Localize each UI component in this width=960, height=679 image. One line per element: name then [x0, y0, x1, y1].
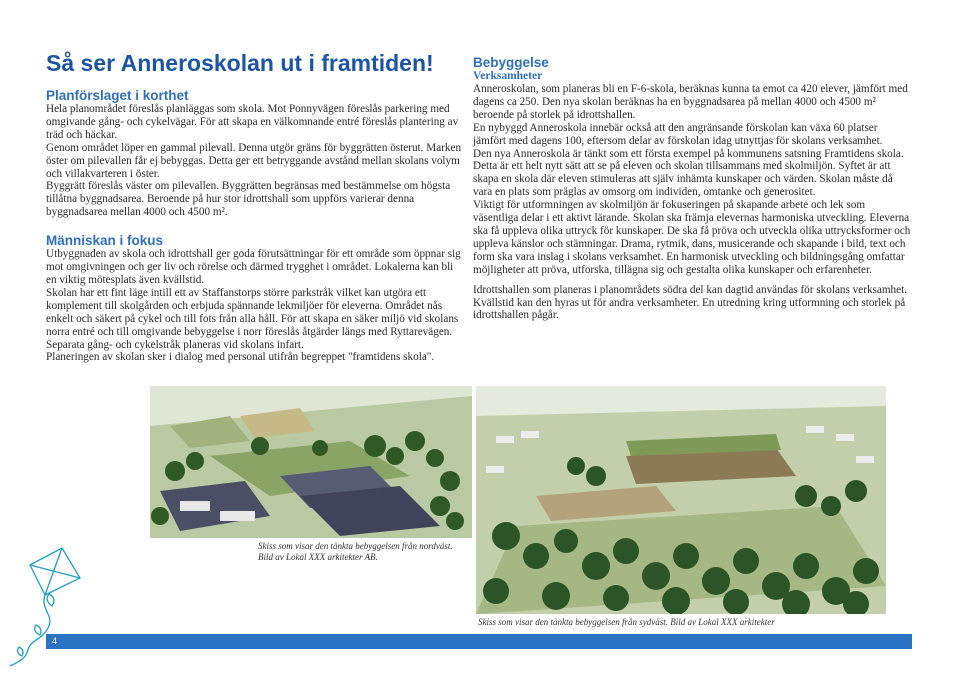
- sketch-image-southwest: [476, 386, 886, 614]
- paragraph: Byggrätt föreslås väster om pilevallen. Byggrätten begränsas med bestämmelse om högsta tillåtna byggnadsarea. Beroende på hur stor idrottshall som uppförs varierar denna byggnadsarea mellan 4000 och 4500 m².: [46, 180, 451, 219]
- kite-illustration: [0, 540, 120, 675]
- paragraph: Viktigt för utformningen av skolmiljön är fokuseringen på skapande arbete och lek som väsentliga delar i ett aktivt lärande. Skolan ska främja elevernas harmoniska utveckling. Eleverna ska få uppleva olika uttryck för kunskaper. De ska få pröva och utveckla olika uttrycksformer och uppleva känslor och stämningar. Drama, rytmik, dans, musicerande och skapande i bild, text och form ska vara inslag i skolans verksamhet. En harmonisk utveckling och bildningsgång omfattar möjligheter att pröva, utforska, tillägna sig och gestalta olika kunskaper och erfarenheter.: [473, 199, 911, 276]
- sketch-image-northwest: [150, 386, 472, 538]
- paragraph: Den nya Anneroskola är tänkt som ett första exempel på kommunens satsning Framtidens skola. Detta är ett helt nytt sätt att se på eleven och skolan tillsammans med skolmiljön. Syftet är att skapa en skola där eleven stimuleras att själv inhämta kunskaper och värden. Skolan måste då vara en plats som präglas av omsorg om individen, omtanke och generositet.: [473, 147, 904, 199]
- left-column: [46, 88, 466, 364]
- paragraph: Idrottshallen som planeras i planområdets södra del kan dagtid användas för skolans verksamhet. Kvällstid kan den hyras ut för andra verksamheter. En utredning kring utformning och storlek på idrottshallen pågår.: [473, 283, 908, 322]
- paragraph: Anneroskolan, som planeras bli en F-6-skola, beräknas kunna ta emot ca 420 elever, jämfört med dagens ca 250. Den nya skolan beräknas ha en byggnadsarea på mellan 4000 och 4500 m² beroende på storlek på idrottshallen.: [473, 83, 908, 121]
- section-heading-planforslaget: Planförslaget i korthet: [46, 88, 189, 103]
- paragraph: Hela planområdet föreslås planläggas som skola. Mot Ponnyvägen föreslås parkering med omgivande gång- och cykelvägar. För att skapa en välkomnande entré föreslås plantering av träd och häckar.: [46, 103, 459, 141]
- right-column: [473, 55, 913, 322]
- section-heading-manniskan: Människan i fokus: [46, 233, 164, 249]
- paragraph: En nybyggd Anneroskola innebär också att den angränsande förskolan kan växa 60 platser jämfört med dagens 100, eftersom delar av förskolan idag utnyttjas för skolans verksamhet.: [473, 121, 883, 147]
- paragraph: Skolan har ett fint läge intill ett av Staffanstorps större parkstråk vilket kan utgöra ett komplement till skolgården och erbjuda spännande lekmiljöer för eleverna. Området nås enkelt och säkert på cykel och till fots från alla håll. För att skapa en säker miljö vid skolans norra entré och till omgivande bebyggelse i norr föreslås åtgärder längs med Ryttarevägen. Separata gång- och cykelstråk planeras vid skolans infart.: [46, 286, 459, 351]
- image-caption-northwest: Skiss som visar den tänkta bebyggelsen från nordväst. Bild av Lokal XXX arkitekter AB.: [258, 541, 453, 562]
- page-number: 4: [52, 636, 58, 646]
- paragraph: Utbyggnaden av skola och idrottshall ger goda förutsättningar för ett område som öppnar sig mot omgivningen och ger liv och rörelse och därmed trygghet i området. Lokalerna kan bli en viktig mötesplats även kvällstid.: [46, 248, 461, 286]
- section-heading-bebyggelse: Bebyggelse: [473, 55, 549, 70]
- page-title: Så ser Anneroskolan ut i framtiden!: [46, 50, 434, 76]
- image-caption-southwest: Skiss som visar den tänkta bebyggelsen från sydväst. Bild av Lokal XXX arkitekter: [478, 617, 775, 627]
- subheading-verksamheter: Verksamheter: [473, 70, 543, 82]
- paragraph: Genom området löper en gammal pilevall. Denna utgör gräns för byggrätten österut. Marken öster om pilevallen får ej bebyggas. Detta ger ett betryggande avstånd mellan skolans volym och villakvarteren i öster.: [46, 141, 462, 180]
- footer-bar: [46, 634, 912, 649]
- paragraph: Planeringen av skolan sker i dialog med personal utifrån begreppet "framtidens skola".: [46, 351, 435, 364]
